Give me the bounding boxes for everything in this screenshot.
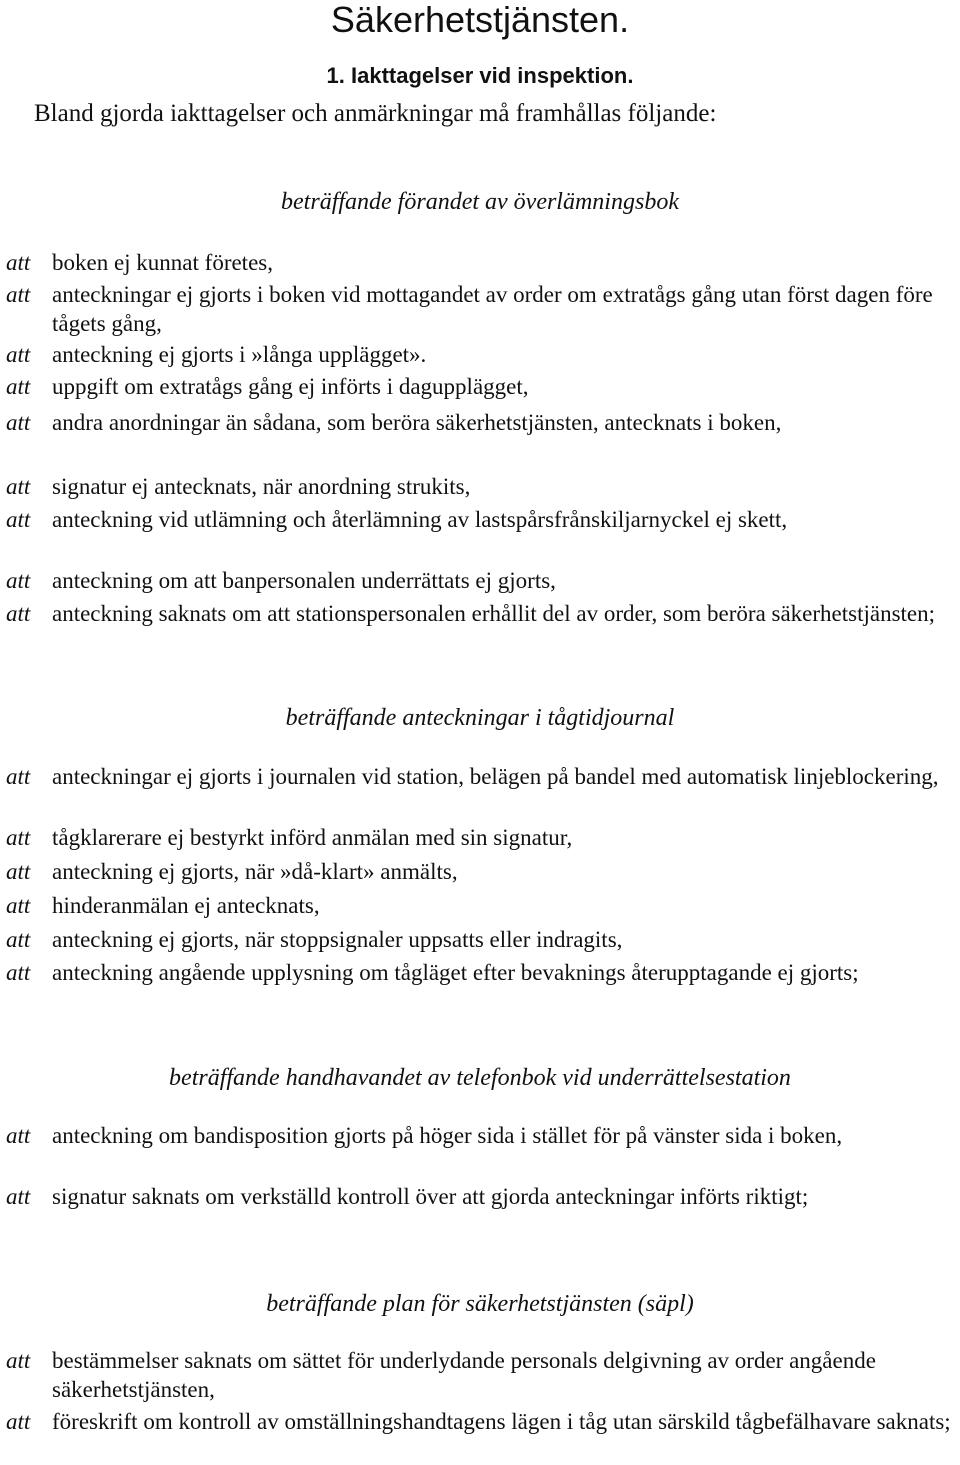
att-label: att: [6, 410, 31, 435]
list-item-text: anteckningar ej gjorts i journalen vid station, belägen på bandel med automatisk linjeblockering,: [52, 764, 939, 789]
intro-paragraph: Bland gjorda iakttagelser och anmärkningar må framhållas följande:: [34, 100, 717, 127]
list-item: [6, 248, 956, 277]
list-item: [6, 505, 956, 534]
att-label: att: [6, 342, 31, 367]
list-item: [6, 958, 956, 987]
list-item: [6, 823, 956, 852]
subsection-heading: beträffande förandet av överlämningsbok: [281, 189, 679, 215]
att-label: att: [6, 250, 31, 275]
list-item-text: uppgift om extratågs gång ej införts i dagupplägget,: [52, 374, 529, 399]
list-item-text: anteckning saknats om att stationspersonalen erhållit del av order, som beröra säkerhetstjänsten;: [52, 601, 936, 626]
list-item-text: föreskrift om kontroll av omställningshandtagens lägen i tåg utan särskild tågbefälhavare saknats;: [52, 1409, 951, 1434]
list-item: [6, 1182, 956, 1211]
list-item: [6, 566, 956, 595]
list-item-text: anteckning om bandisposition gjorts på höger sida i stället för på vänster sida i boken,: [52, 1123, 843, 1148]
list-item-text: anteckning angående upplysning om tågläget efter bevaknings återupptagande ej gjorts;: [52, 960, 859, 985]
list-item: [6, 857, 956, 886]
att-label: att: [6, 825, 31, 850]
att-label: att: [6, 927, 31, 952]
att-label: att: [6, 1123, 31, 1148]
att-label: att: [6, 1348, 31, 1373]
subsection-heading: beträffande handhavandet av telefonbok vid underrättelsestation: [169, 1065, 791, 1091]
att-label: att: [6, 601, 31, 626]
section-heading: 1. Iakttagelser vid inspektion.: [326, 63, 634, 88]
subsection-heading: beträffande plan för säkerhetstjänsten (säpl): [266, 1291, 694, 1317]
list-item-text: anteckning om att banpersonalen underrättats ej gjorts,: [52, 568, 556, 593]
page-title: Säkerhetstjänsten.: [330, 0, 630, 40]
list-item: [6, 762, 956, 791]
list-item-text: hinderanmälan ej antecknats,: [52, 893, 320, 918]
att-label: att: [6, 282, 31, 307]
list-item-text: bestämmelser saknats om sättet för underlydande personals delgivning av order angående säkerhetstjänsten,: [52, 1348, 876, 1402]
list-item-text: anteckningar ej gjorts i boken vid mottagandet av order om extratågs gång utan först dagen före tågets gång,: [52, 282, 933, 336]
list-item: [6, 891, 956, 920]
list-item-text: anteckning ej gjorts i »långa upplägget».: [52, 342, 427, 367]
att-label: att: [6, 474, 31, 499]
att-label: att: [6, 960, 31, 985]
list-item: [6, 340, 956, 369]
att-label: att: [6, 859, 31, 884]
att-label: att: [6, 893, 31, 918]
list-item-text: anteckning ej gjorts, när »då-klart» anmälts,: [52, 859, 458, 884]
att-label: att: [6, 764, 31, 789]
att-label: att: [6, 507, 31, 532]
att-label: att: [6, 1409, 31, 1434]
list-item: [6, 599, 956, 628]
list-item: [6, 1407, 956, 1436]
att-label: att: [6, 374, 31, 399]
list-item-text: signatur saknats om verkställd kontroll över att gjorda anteckningar införts riktigt;: [52, 1184, 809, 1209]
list-item-text: anteckning ej gjorts, när stoppsignaler uppsatts eller indragits,: [52, 927, 623, 952]
list-item: [6, 408, 956, 437]
list-item-text: boken ej kunnat företes,: [52, 250, 273, 275]
att-label: att: [6, 568, 31, 593]
list-item-text: signatur ej antecknats, när anordning strukits,: [52, 474, 471, 499]
list-item-text: anteckning vid utlämning och återlämning av lastspårsfrånskiljarnyckel ej skett,: [52, 507, 788, 532]
list-item: [6, 372, 956, 401]
list-item-text: tågklarerare ej bestyrkt införd anmälan med sin signatur,: [52, 825, 573, 850]
list-item: [6, 1346, 956, 1404]
list-item: [6, 925, 956, 954]
list-item: [6, 472, 956, 501]
list-item-text: andra anordningar än sådana, som beröra säkerhetstjänsten, antecknats i boken,: [52, 410, 782, 435]
list-item: [6, 1121, 956, 1150]
list-item: [6, 280, 956, 338]
att-label: att: [6, 1184, 31, 1209]
subsection-heading: beträffande anteckningar i tågtidjournal: [285, 705, 675, 731]
